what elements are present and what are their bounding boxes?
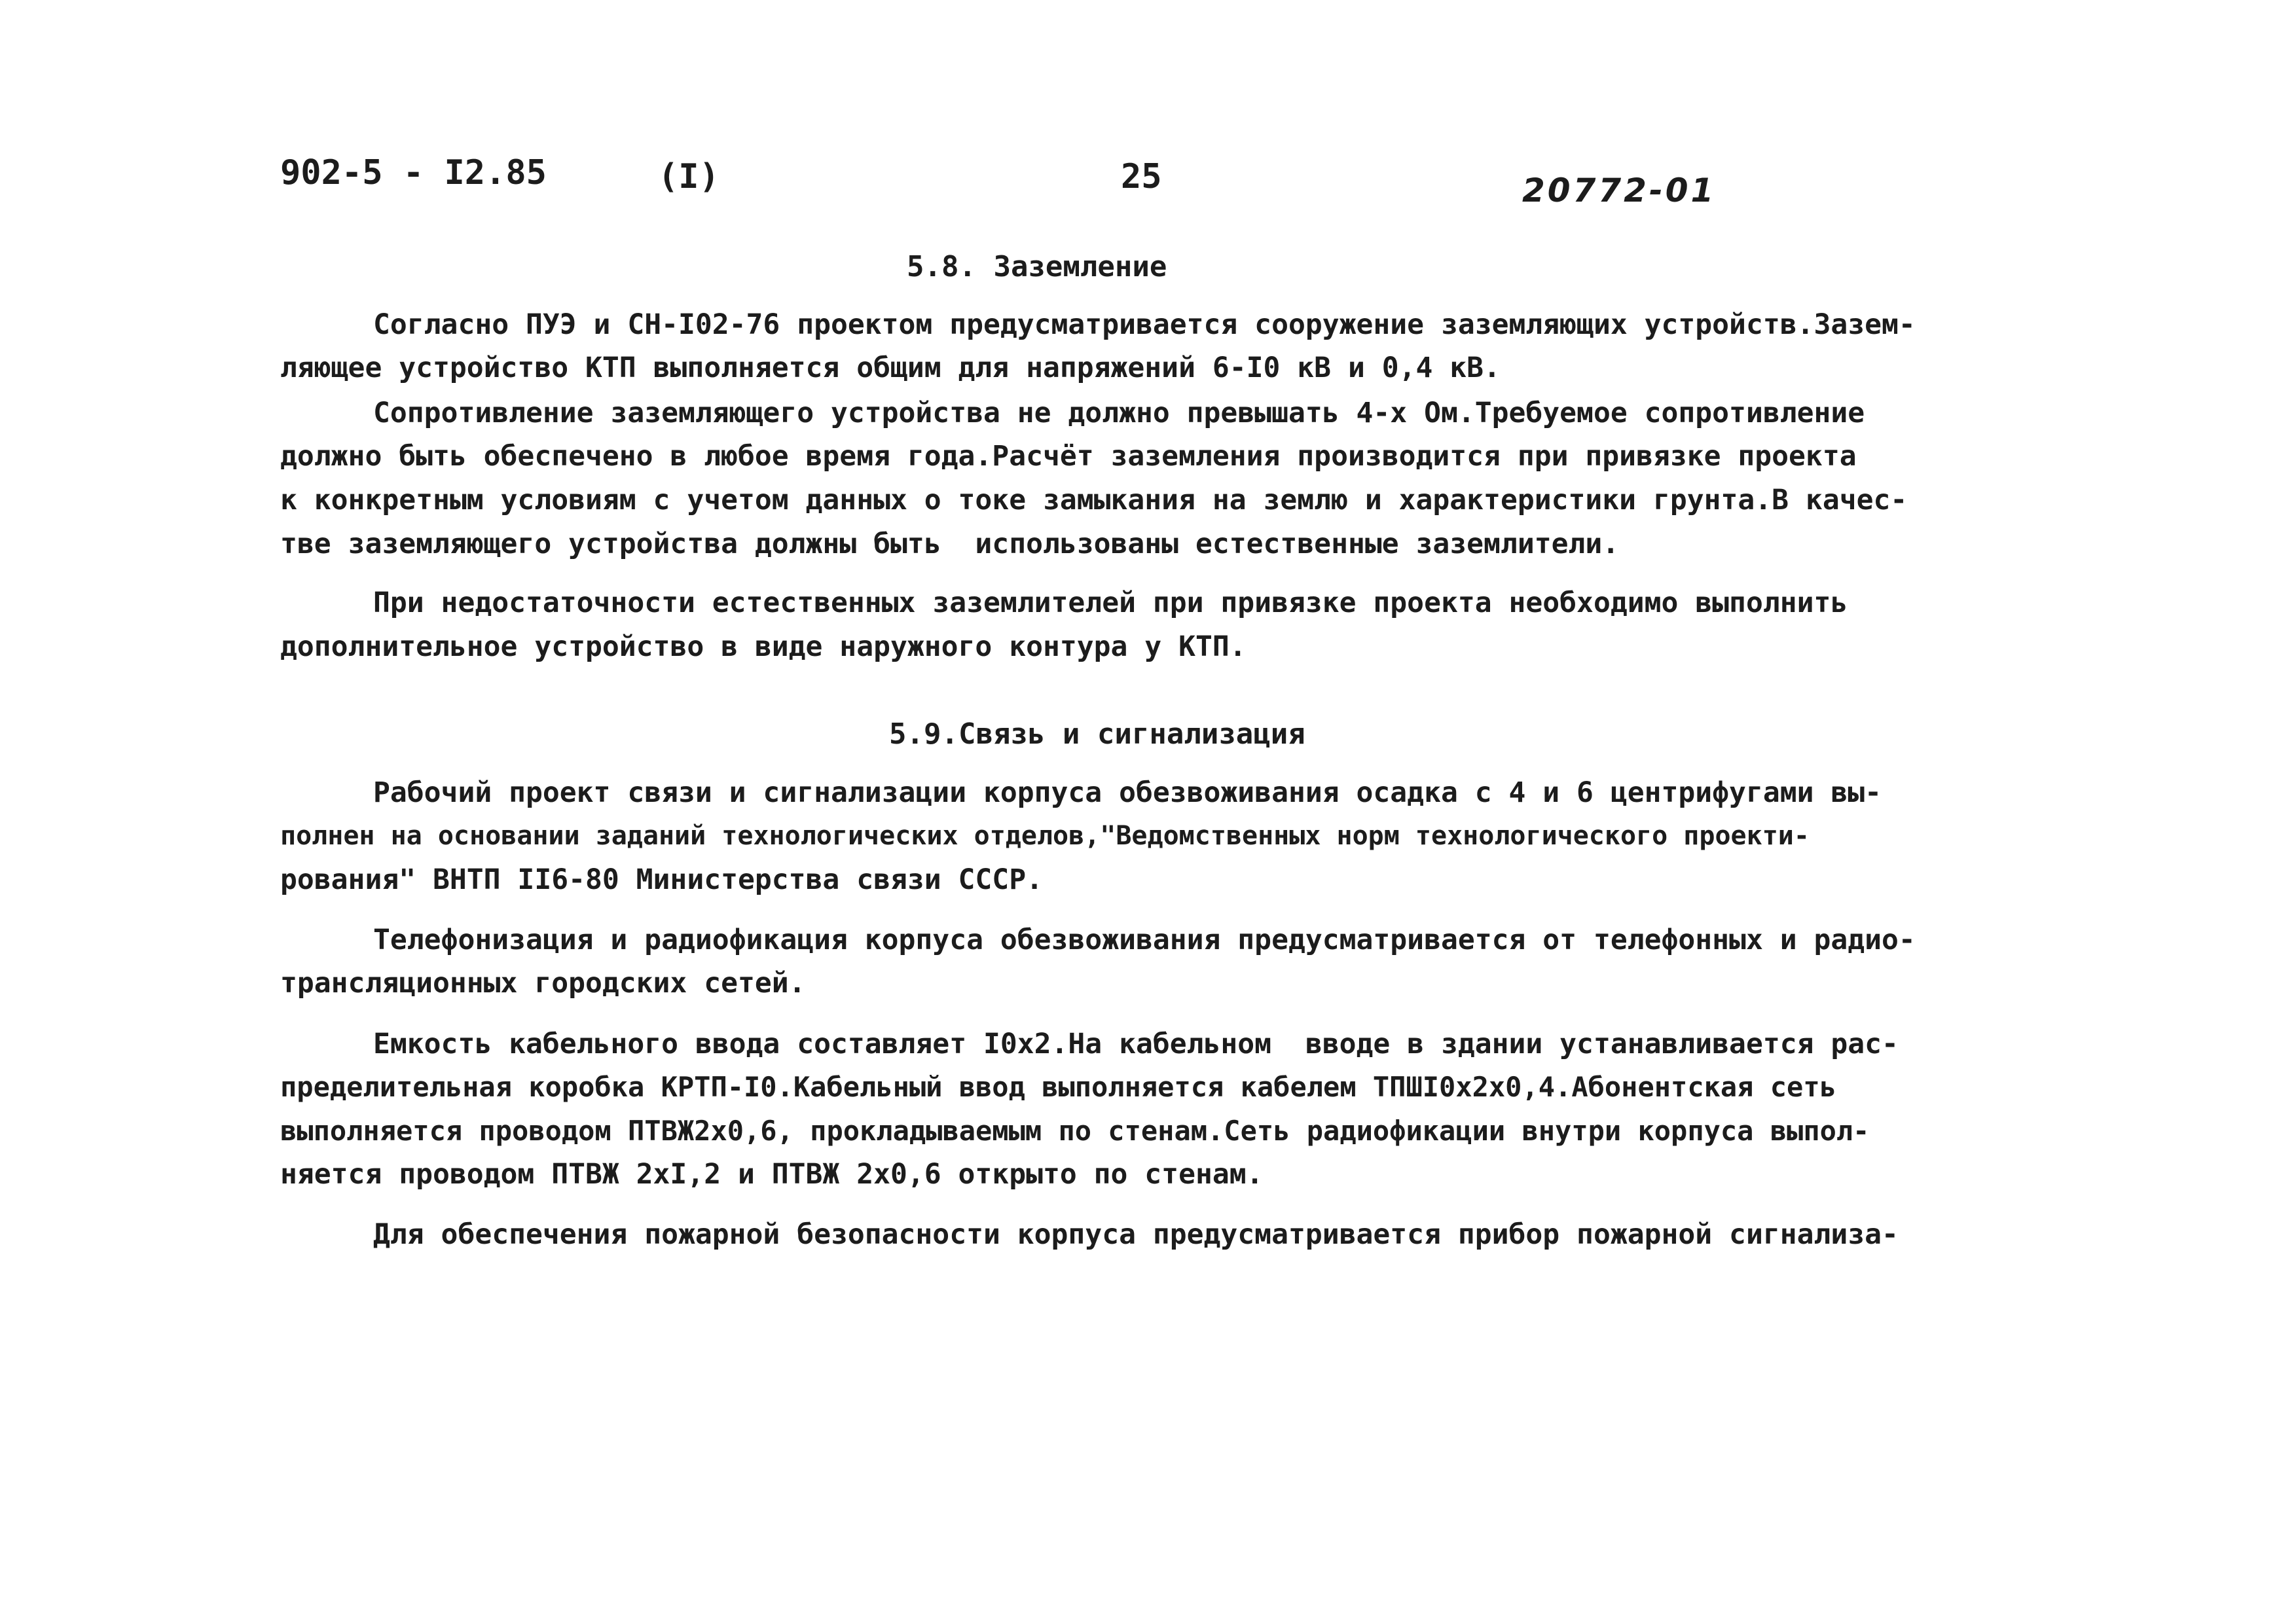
page-number: 25 xyxy=(1121,157,1162,196)
paragraph-line: няется проводом ПТВЖ 2хI,2 и ПТВЖ 2х0,6 открыто по стенам. xyxy=(280,1158,1264,1191)
paragraph-line: Сопротивление заземляющего устройства не должно превышать 4-х Ом.Требуемое сопротивление xyxy=(373,397,1865,429)
paragraph-line: к конкретным условиям с учетом данных о токе замыкания на землю и характеристики грунта.В качес- xyxy=(280,484,1908,516)
paragraph-line: Рабочий проект связи и сигнализации корпуса обезвоживания осадка с 4 и 6 центрифугами вы- xyxy=(373,776,1882,809)
archive-number: 20772-01 xyxy=(1522,171,1717,209)
paragraph-line: Телефонизация и радиофикация корпуса обезвоживания предусматривается от телефонных и радио- xyxy=(373,924,1916,956)
paragraph-line: Согласно ПУЭ и СН-I02-76 проектом предусматривается сооружение заземляющих устройств.Зазем- xyxy=(373,308,1916,341)
paragraph-line: ляющее устройство КТП выполняется общим для напряжений 6-I0 кВ и 0,4 кВ. xyxy=(280,352,1501,384)
paragraph-line: полнен на основании заданий технологических отделов,"Ведомственных норм технологического проекти- xyxy=(280,821,1810,851)
sheet-number: (I) xyxy=(658,157,720,196)
section-title-grounding: 5.8. Заземление xyxy=(907,250,1167,283)
paragraph-line: рования" ВНТП II6-80 Министерства связи СССР. xyxy=(280,863,1043,896)
paragraph-line: трансляционных городских сетей. xyxy=(280,967,806,1000)
paragraph-line: пределительная коробка КРТП-I0.Кабельный ввод выполняется кабелем ТПШI0х2х0,4.Абонентская сеть xyxy=(280,1071,1836,1103)
paragraph-line: При недостаточности естественных заземлителей при привязке проекта необходимо выполнить xyxy=(373,586,1848,619)
paragraph-line: должно быть обеспечено в любое время года.Расчёт заземления производится при привязке проекта xyxy=(280,440,1857,473)
document-code: 902-5 - I2.85 xyxy=(280,153,547,192)
paragraph-line: тве заземляющего устройства должны быть использованы естественные заземлители. xyxy=(280,528,1620,560)
paragraph-line: Емкость кабельного ввода составляет I0х2.На кабельном вводе в здании устанавливается рас- xyxy=(373,1028,1899,1060)
paragraph-line: выполняется проводом ПТВЖ2х0,6, прокладываемым по стенам.Сеть радиофикации внутри корпуса выпол- xyxy=(280,1115,1870,1147)
paragraph-line: Для обеспечения пожарной безопасности корпуса предусматривается прибор пожарной сигнализа- xyxy=(373,1218,1899,1251)
paragraph-line: дополнительное устройство в виде наружного контура у КТП. xyxy=(280,630,1247,663)
section-title-communication: 5.9.Связь и сигнализация xyxy=(889,717,1305,751)
